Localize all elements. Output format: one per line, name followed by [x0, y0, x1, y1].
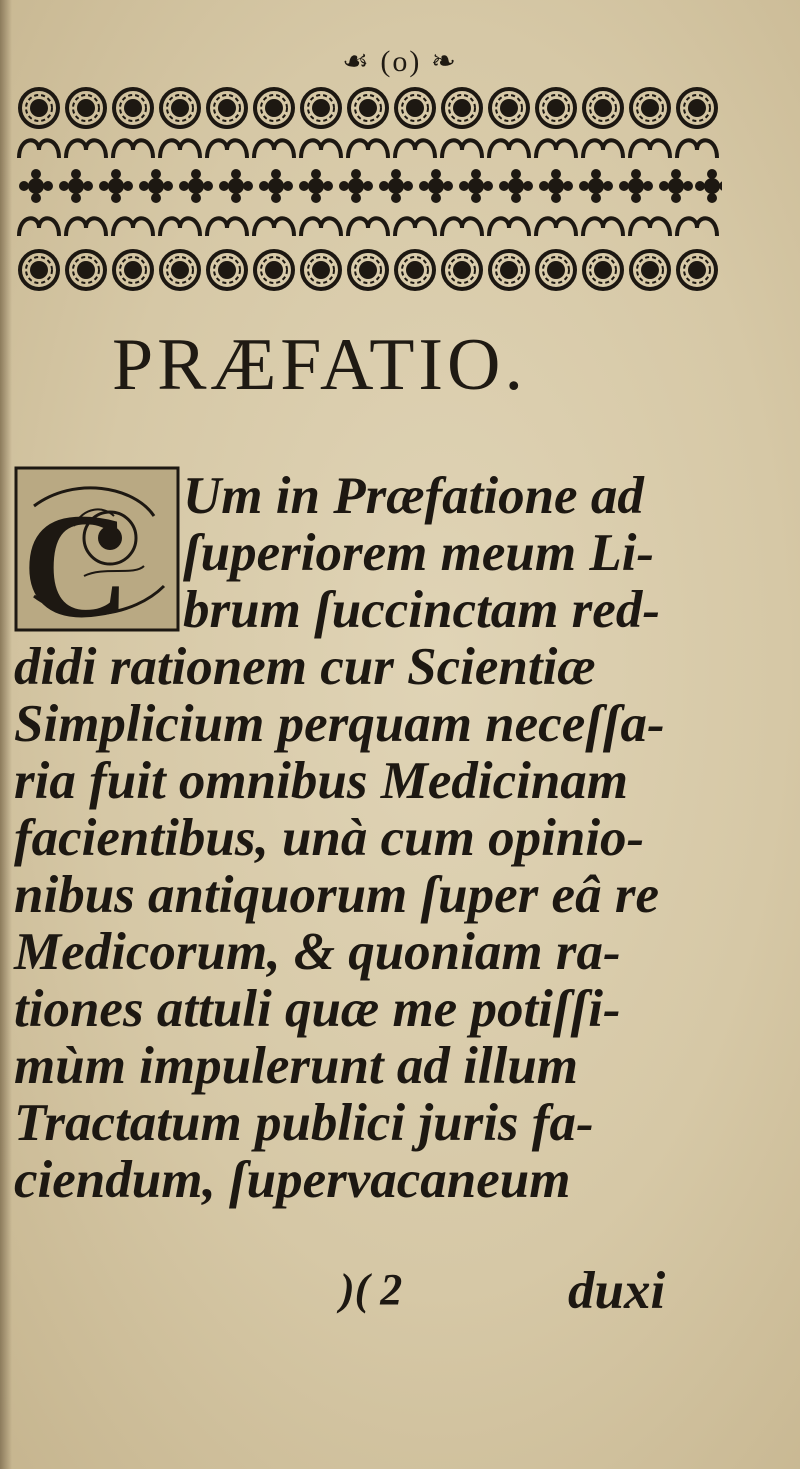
signature-mark: )( 2 — [340, 1265, 403, 1314]
catchword: duxi — [568, 1262, 666, 1320]
text-line: Um in Præfatione ad — [183, 467, 644, 525]
text-line: Medicorum, & quoniam ra- — [14, 923, 621, 981]
initial-letter: C — [22, 483, 131, 632]
text-line: brum ſuccinctam red- — [183, 581, 660, 639]
text-line: didi rationem cur Scientiæ — [14, 638, 596, 696]
page-number: ☙ (o) ❧ — [341, 45, 459, 78]
right-flourish-icon: ❧ — [421, 45, 459, 78]
ornament-row-top — [19, 89, 717, 158]
text-line: tiones attuli quæ me potiſſi- — [14, 980, 621, 1038]
ornament-row-bottom — [19, 218, 717, 289]
text-line: Tractatum publici juris fa- — [14, 1094, 594, 1152]
ornament-row-middle — [19, 169, 722, 203]
decorated-initial-icon — [14, 466, 180, 632]
text-line: ciendum, ſupervacaneum — [14, 1151, 571, 1209]
text-line: facientibus, unà cum opinio- — [14, 809, 645, 867]
decorative-headpiece-icon — [14, 80, 722, 302]
text-line: Simplicium perquam neceſſa- — [14, 695, 665, 753]
text-line: nibus antiquorum ſuper eâ re — [14, 866, 659, 924]
text-line: ſuperiorem meum Li- — [183, 524, 655, 582]
text-line: ria fuit omnibus Medicinam — [14, 752, 629, 810]
text-line: mùm impulerunt ad illum — [14, 1037, 579, 1095]
left-flourish-icon: ☙ — [341, 45, 381, 78]
page-title: PRÆFATIO. — [112, 324, 527, 406]
